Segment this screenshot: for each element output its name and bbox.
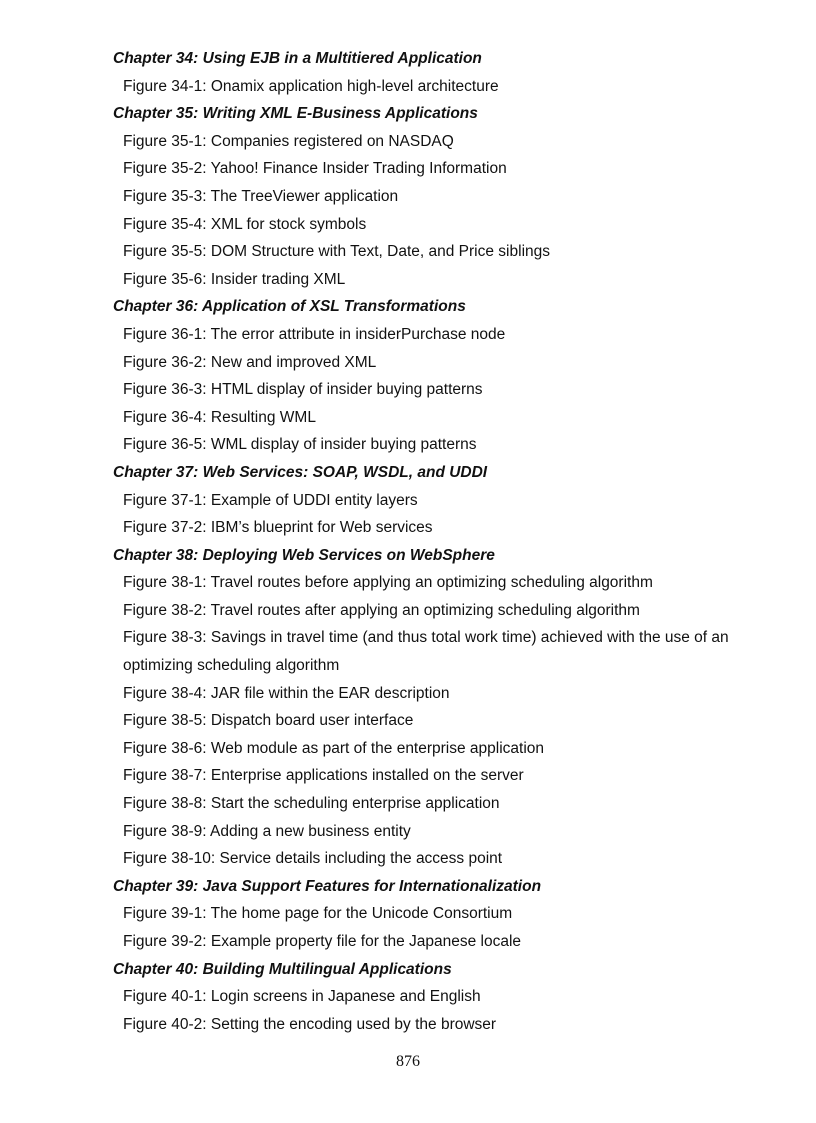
figure-entry: Figure 38-8: Start the scheduling enterprise application: [123, 795, 500, 813]
figure-entry: Figure 40-1: Login screens in Japanese and English: [123, 988, 481, 1006]
figure-entry: Figure 36-1: The error attribute in insiderPurchase node: [123, 325, 506, 343]
figure-entry: Figure 38-7: Enterprise applications installed on the server: [123, 767, 524, 785]
figure-entry: Figure 36-5: WML display of insider buying patterns: [123, 436, 477, 454]
figure-entry: Figure 38-6: Web module as part of the enterprise application: [123, 739, 545, 757]
figure-entry: Figure 38-3: Savings in travel time (and thus total work time) achieved with the use of an optimizing scheduling algorithm: [123, 629, 729, 675]
figure-entry: Figure 38-10: Service details including the access point: [123, 850, 503, 868]
figure-entry: Figure 38-1: Travel routes before applying an optimizing scheduling algorithm: [123, 574, 653, 592]
figure-entry: Figure 35-2: Yahoo! Finance Insider Trading Information: [123, 160, 507, 178]
figure-entry: Figure 39-1: The home page for the Unicode Consortium: [123, 905, 513, 923]
figure-entry: Figure 39-2: Example property file for the Japanese locale: [123, 933, 522, 950]
figure-entry: Figure 36-3: HTML display of insider buying patterns: [123, 381, 483, 399]
chapter-heading: Chapter 35: Writing XML E-Business Applications: [113, 105, 478, 123]
figure-entry: Figure 36-4: Resulting WML: [123, 408, 316, 426]
figure-entry: Figure 35-1: Companies registered on NASDAQ: [123, 132, 454, 150]
figure-entry: Figure 34-1: Onamix application high-level architecture: [123, 77, 499, 95]
figure-entry: Figure 38-2: Travel routes after applying an optimizing scheduling algorithm: [123, 601, 640, 619]
chapter-heading: Chapter 34: Using EJB in a Multitiered Application: [113, 50, 482, 67]
figure-entry: Figure 35-4: XML for stock symbols: [123, 215, 367, 233]
figure-entry: Figure 35-3: The TreeViewer application: [123, 187, 399, 205]
figure-entry: Figure 38-9: Adding a new business entity: [123, 822, 411, 840]
page-number: 876: [396, 1053, 420, 1070]
chapter-heading: Chapter 39: Java Support Features for Internationalization: [113, 877, 542, 895]
chapter-heading: Chapter 40: Building Multilingual Applications: [113, 960, 452, 978]
figure-entry: Figure 37-2: IBM’s blueprint for Web services: [123, 519, 433, 537]
figure-entry: Figure 37-1: Example of UDDI entity layers: [123, 491, 418, 509]
figure-entry: Figure 36-2: New and improved XML: [123, 353, 377, 371]
figure-entry: Figure 38-4: JAR file within the EAR description: [123, 684, 450, 702]
figure-entry: Figure 35-5: DOM Structure with Text, Date, and Price siblings: [123, 243, 550, 261]
chapter-heading: Chapter 38: Deploying Web Services on WebSphere: [113, 546, 495, 564]
chapter-heading: Chapter 37: Web Services: SOAP, WSDL, and UDDI: [113, 463, 488, 481]
figure-list: [113, 45, 773, 1038]
figure-entry: Figure 35-6: Insider trading XML: [123, 270, 346, 288]
chapter-heading: Chapter 36: Application of XSL Transformations: [113, 298, 466, 316]
figure-entry: Figure 40-2: Setting the encoding used by the browser: [123, 1015, 497, 1033]
figure-entry: Figure 38-5: Dispatch board user interface: [123, 712, 414, 730]
